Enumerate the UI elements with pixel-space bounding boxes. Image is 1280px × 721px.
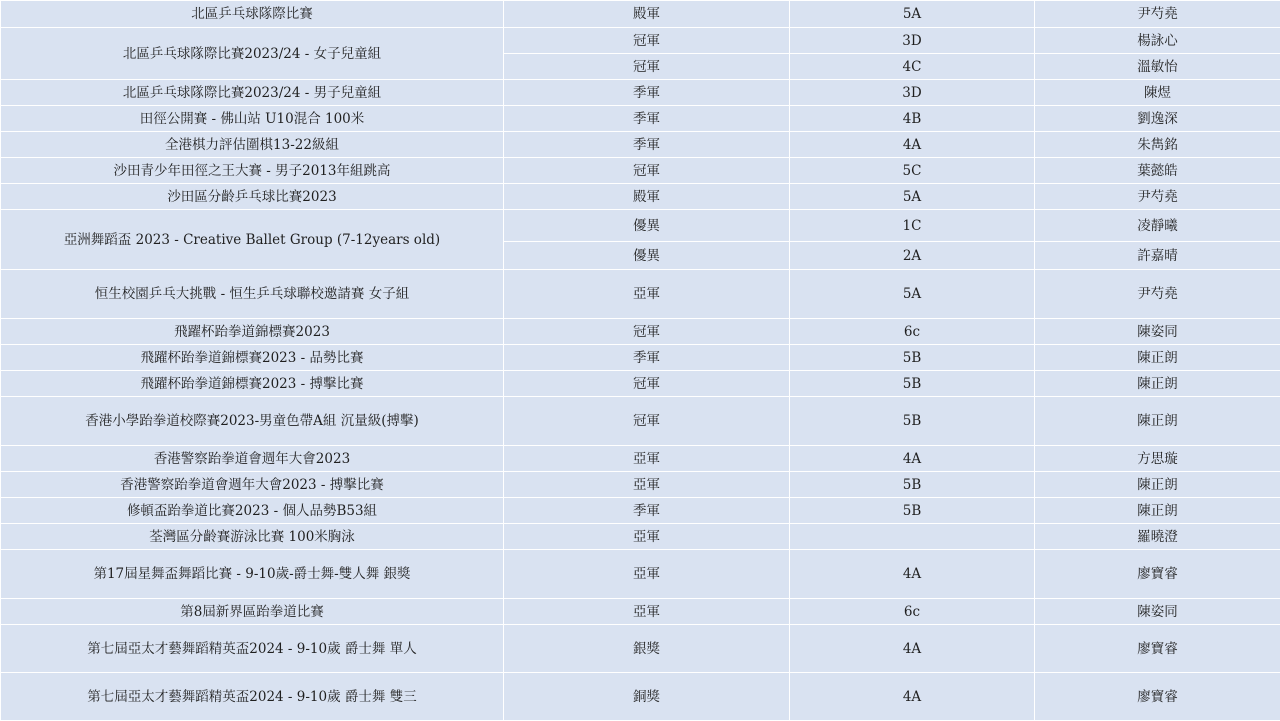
award-cell: 亞軍 [504,550,790,599]
award-cell: 銅獎 [504,673,790,721]
student-name-cell: 陳煜 [1035,80,1280,106]
class-cell: 5B [790,345,1035,371]
event-cell: 沙田區分齡乒乓球比賽2023 [1,184,504,210]
award-cell: 冠軍 [504,158,790,184]
award-cell: 亞軍 [504,446,790,472]
award-cell: 冠軍 [504,319,790,345]
class-cell: 4B [790,106,1035,132]
student-name-cell: 劉逸深 [1035,106,1280,132]
student-name-cell: 凌靜曦 [1035,210,1280,242]
table-row [1,345,1280,371]
class-cell: 5A [790,1,1035,28]
event-cell: 北區乒乓球隊際比賽 [1,1,504,28]
student-name-cell: 許嘉晴 [1035,242,1280,270]
student-name-cell: 陳正朗 [1035,397,1280,446]
student-name-cell: 方思璇 [1035,446,1280,472]
table-row [1,524,1280,550]
award-cell: 季軍 [504,132,790,158]
event-cell: 修頓盃跆拳道比賽2023 - 個人品勢B53組 [1,498,504,524]
student-name-cell: 陳正朗 [1035,472,1280,498]
event-cell: 香港警察跆拳道會週年大會2023 - 搏擊比賽 [1,472,504,498]
award-cell: 殿軍 [504,1,790,28]
class-cell: 5A [790,270,1035,319]
class-cell: 4A [790,625,1035,673]
event-cell: 恒生校園乒乓大挑戰 - 恒生乒乓球聯校邀請賽 女子組 [1,270,504,319]
table-row [1,397,1280,446]
class-cell: 5B [790,371,1035,397]
table-row [1,1,1280,28]
table-row [1,210,1280,242]
class-cell: 4A [790,132,1035,158]
student-name-cell: 尹芍堯 [1035,184,1280,210]
student-name-cell: 陳正朗 [1035,345,1280,371]
student-name-cell: 羅曉澄 [1035,524,1280,550]
table-row [1,28,1280,54]
class-cell: 6c [790,599,1035,625]
table-row [1,158,1280,184]
award-cell: 優異 [504,242,790,270]
event-cell: 北區乒乓球隊際比賽2023/24 - 女子兒童組 [1,28,504,80]
award-cell: 季軍 [504,498,790,524]
class-cell: 5B [790,498,1035,524]
student-name-cell: 廖寶睿 [1035,550,1280,599]
student-name-cell: 廖寶睿 [1035,625,1280,673]
table-row [1,319,1280,345]
class-cell: 1C [790,210,1035,242]
award-cell: 冠軍 [504,28,790,54]
award-cell: 冠軍 [504,54,790,80]
student-name-cell: 朱雋銘 [1035,132,1280,158]
class-cell: 5B [790,397,1035,446]
student-name-cell: 楊詠心 [1035,28,1280,54]
table-row [1,498,1280,524]
student-name-cell: 葉懿皓 [1035,158,1280,184]
table-row [1,270,1280,319]
class-cell: 5C [790,158,1035,184]
class-cell: 4C [790,54,1035,80]
event-cell: 北區乒乓球隊際比賽2023/24 - 男子兒童組 [1,80,504,106]
event-cell: 沙田青少年田徑之王大賽 - 男子2013年組跳高 [1,158,504,184]
table-row [1,599,1280,625]
student-name-cell: 陳姿同 [1035,599,1280,625]
event-cell: 第8屆新界區跆拳道比賽 [1,599,504,625]
table-row [1,446,1280,472]
student-name-cell: 廖寶睿 [1035,673,1280,721]
student-name-cell: 陳正朗 [1035,498,1280,524]
award-cell: 亞軍 [504,270,790,319]
class-cell: 4A [790,673,1035,721]
class-cell: 5A [790,184,1035,210]
award-cell: 季軍 [504,106,790,132]
class-cell: 3D [790,80,1035,106]
event-cell: 飛躍杯跆拳道錦標賽2023 [1,319,504,345]
award-cell: 優異 [504,210,790,242]
student-name-cell: 陳正朗 [1035,371,1280,397]
award-cell: 銀獎 [504,625,790,673]
class-cell: 3D [790,28,1035,54]
award-cell: 亞軍 [504,599,790,625]
event-cell: 亞洲舞蹈盃 2023 - Creative Ballet Group (7-12years old) [1,210,504,270]
table-row [1,80,1280,106]
award-cell: 亞軍 [504,524,790,550]
table-row [1,673,1280,721]
event-cell: 香港警察跆拳道會週年大會2023 [1,446,504,472]
event-cell: 全港棋力評估圍棋13-22級組 [1,132,504,158]
event-cell: 第七屆亞太才藝舞蹈精英盃2024 - 9-10歲 爵士舞 雙三 [1,673,504,721]
event-cell: 第七屆亞太才藝舞蹈精英盃2024 - 9-10歲 爵士舞 單人 [1,625,504,673]
event-cell: 飛躍杯跆拳道錦標賽2023 - 搏擊比賽 [1,371,504,397]
award-cell: 亞軍 [504,472,790,498]
table-row [1,371,1280,397]
award-cell: 冠軍 [504,371,790,397]
student-name-cell: 尹芍堯 [1035,270,1280,319]
class-cell [790,524,1035,550]
table-row [1,472,1280,498]
event-cell: 第17屆星舞盃舞蹈比賽 - 9-10歲-爵士舞-雙人舞 銀獎 [1,550,504,599]
event-cell: 香港小學跆拳道校際賽2023-男童色帶A組 沉量級(搏擊) [1,397,504,446]
table-row [1,550,1280,599]
class-cell: 4A [790,446,1035,472]
event-cell: 飛躍杯跆拳道錦標賽2023 - 品勢比賽 [1,345,504,371]
class-cell: 5B [790,472,1035,498]
award-cell: 季軍 [504,80,790,106]
award-cell: 殿軍 [504,184,790,210]
student-name-cell: 陳姿同 [1035,319,1280,345]
class-cell: 2A [790,242,1035,270]
table-row [1,625,1280,673]
award-cell: 冠軍 [504,397,790,446]
table-row [1,106,1280,132]
table-row [1,132,1280,158]
student-name-cell: 溫敏怡 [1035,54,1280,80]
event-cell: 荃灣區分齡賽游泳比賽 100米胸泳 [1,524,504,550]
class-cell: 4A [790,550,1035,599]
student-name-cell: 尹芍堯 [1035,1,1280,28]
event-cell: 田徑公開賽 - 佛山站 U10混合 100米 [1,106,504,132]
table-row [1,184,1280,210]
award-cell: 季軍 [504,345,790,371]
class-cell: 6c [790,319,1035,345]
